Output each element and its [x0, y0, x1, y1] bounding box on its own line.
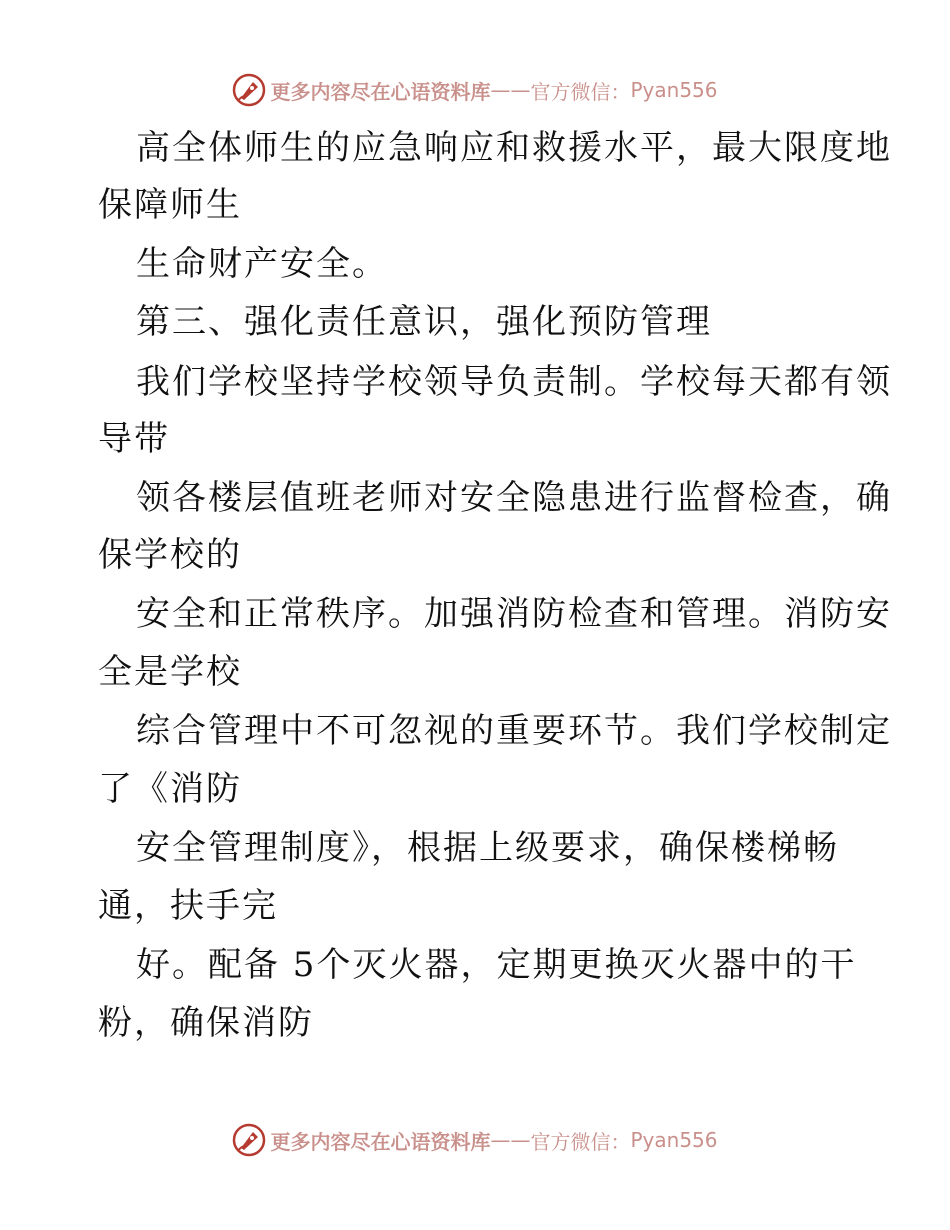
banner-text: 更多内容尽在心语资料库	[270, 1129, 491, 1154]
text-line: 高全体师生的应急响应和救援水平，最大限度地	[136, 128, 892, 168]
text-line: 全是学校	[98, 652, 242, 692]
banner-separator: ——	[490, 78, 531, 102]
text-line: 导带	[98, 419, 170, 459]
footer-banner	[0, 1120, 950, 1160]
text-line: 第三、强化责任意识，强化预防管理	[136, 302, 712, 342]
banner-wechat-label: 官方微信：	[530, 1129, 631, 1154]
text-line: 安全管理制度》，根据上级要求，确保楼梯畅	[136, 828, 839, 868]
pen-nib-icon	[232, 1123, 266, 1157]
banner-wechat-label: 官方微信：	[530, 79, 631, 104]
banner-separator: ——	[490, 1128, 531, 1152]
text-line: 安全和正常秩序。加强消防检查和管理。消防安	[136, 594, 892, 634]
text-line: 我们学校坚持学校领导负责制。学校每天都有领	[136, 362, 892, 402]
pen-nib-icon	[232, 73, 266, 107]
text-line: 粉，确保消防	[98, 1003, 314, 1043]
text-line: 综合管理中不可忽视的重要环节。我们学校制定	[136, 711, 892, 751]
banner-text: 更多内容尽在心语资料库	[270, 79, 491, 104]
text-line: 领各楼层值班老师对安全隐患进行监督检查，确	[136, 478, 892, 518]
banner-wechat-id: Pyan556	[630, 78, 718, 102]
header-banner	[0, 70, 950, 110]
text-line: 通，扶手完	[98, 886, 278, 926]
text-line: 了《消防	[98, 769, 242, 809]
text-line: 保学校的	[98, 535, 242, 575]
text-line: 好。配备 5个灭火器，定期更换灭火器中的干	[136, 945, 857, 985]
text-line: 保障师生	[98, 185, 242, 225]
text-line: 生命财产安全。	[136, 244, 388, 284]
banner-wechat-id: Pyan556	[630, 1128, 718, 1152]
